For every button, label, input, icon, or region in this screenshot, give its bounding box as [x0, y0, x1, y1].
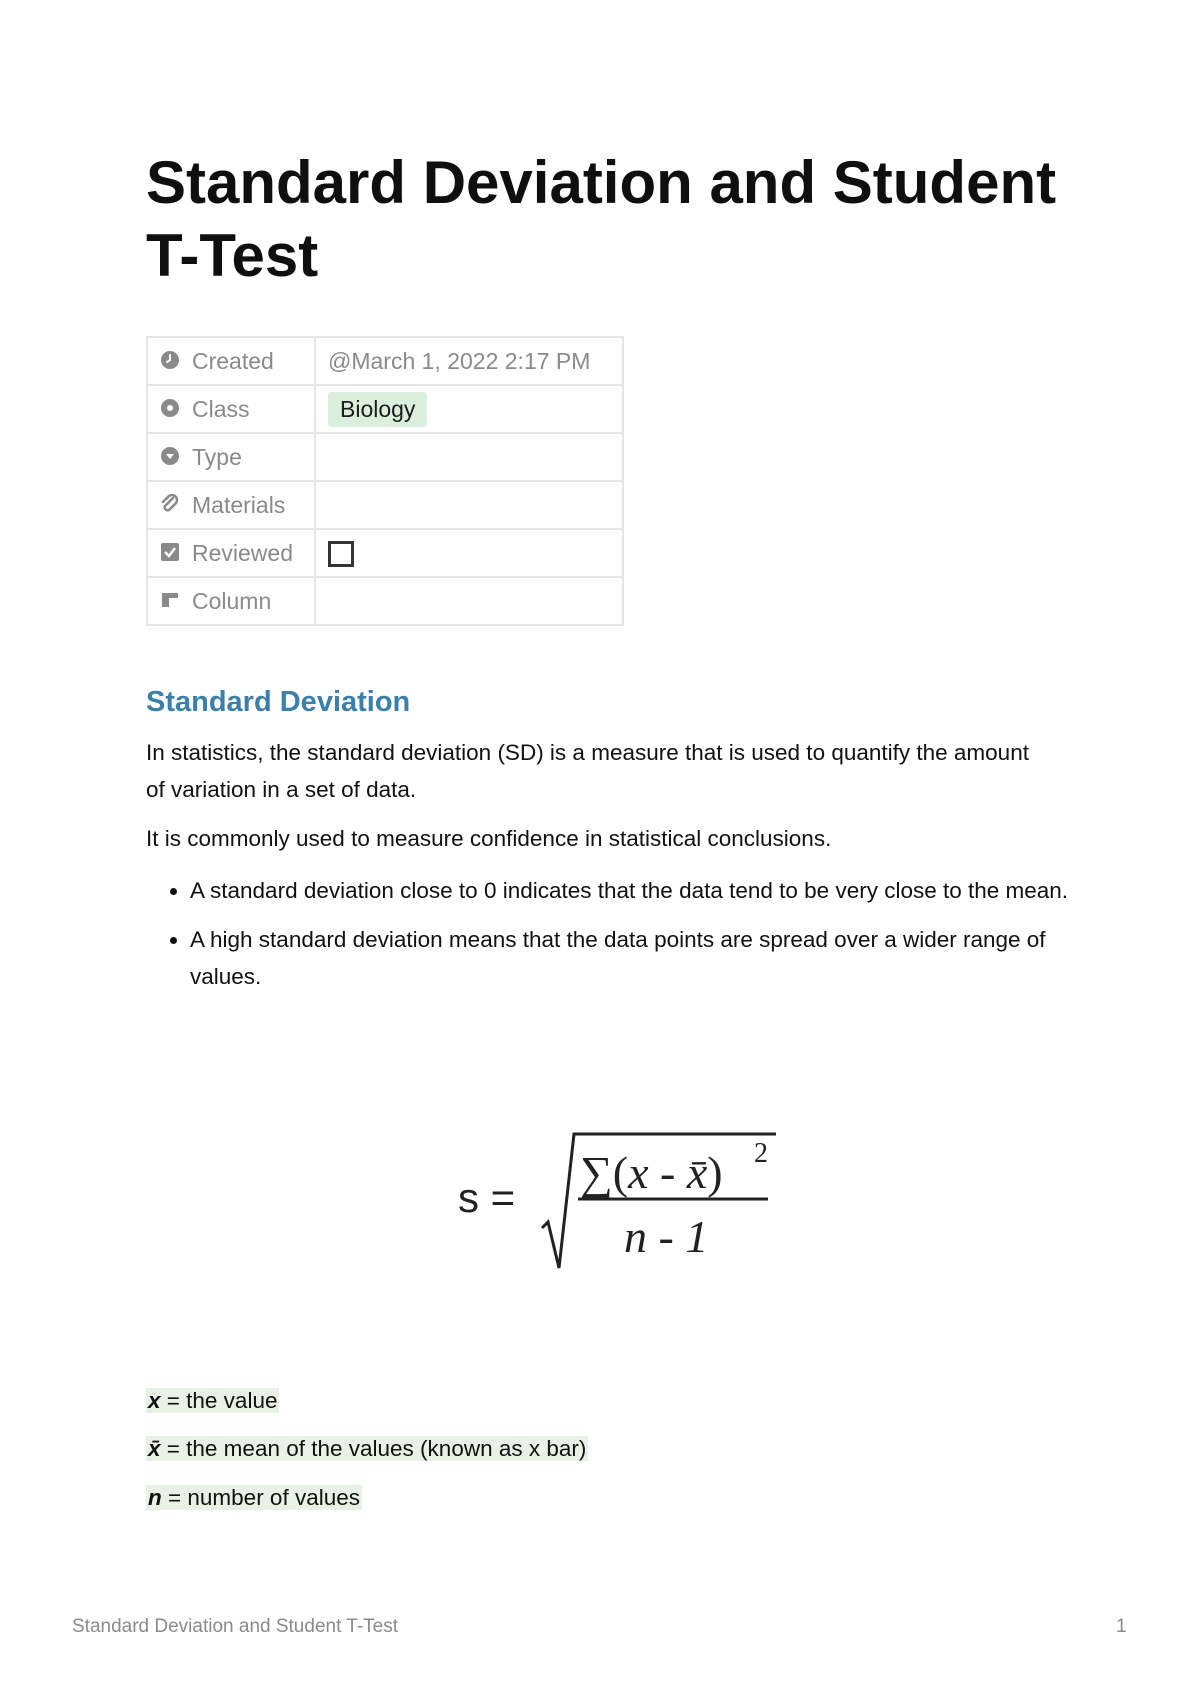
paragraph: In statistics, the standard deviation (SD) is a measure that is used to quantify the amount of variation in a set of data.	[146, 740, 1029, 802]
text-icon	[160, 590, 180, 610]
class-tag[interactable]: Biology	[328, 392, 427, 427]
definition-x	[146, 1388, 279, 1414]
property-label: Materials	[192, 491, 286, 518]
property-value-created[interactable]: @March 1, 2022 2:17 PM	[315, 337, 623, 385]
property-row-class	[147, 385, 623, 433]
page-title: Standard Deviation and Student T-Test	[146, 149, 1057, 289]
property-row-created	[147, 337, 623, 385]
property-label: Created	[192, 347, 274, 374]
page-number: 1	[1116, 1616, 1127, 1637]
property-label: Reviewed	[192, 539, 293, 566]
select-icon	[160, 398, 180, 418]
select-dropdown-icon	[160, 446, 180, 466]
definition-text: = the mean of the values (known as x bar)	[160, 1436, 587, 1461]
section-heading: Standard Deviation	[146, 686, 411, 718]
property-row-type	[147, 433, 623, 481]
property-value-column[interactable]	[315, 577, 623, 625]
properties-table	[146, 336, 624, 626]
formula-denominator: n - 1	[624, 1211, 709, 1262]
formula-exponent: 2	[754, 1138, 768, 1169]
definition-n	[146, 1485, 362, 1511]
definition-symbol: n	[148, 1485, 162, 1510]
definition-xbar	[146, 1436, 588, 1462]
standard-deviation-formula	[456, 1118, 796, 1278]
definition-text: = the value	[160, 1388, 278, 1413]
reviewed-checkbox[interactable]	[328, 541, 354, 567]
checkbox-icon	[160, 542, 180, 562]
footer-document-title: Standard Deviation and Student T-Test	[72, 1616, 399, 1637]
clock-icon	[160, 350, 180, 370]
formula-numerator: ∑(x - x̄)	[580, 1147, 723, 1198]
list-item: • A high standard deviation means that the data points are spread over a wider range of values.	[190, 921, 1090, 995]
definition-symbol: x	[148, 1388, 161, 1413]
property-label: Class	[192, 395, 250, 422]
formula-lhs: s =	[458, 1174, 516, 1221]
definition-symbol: x̄	[148, 1436, 161, 1461]
property-label: Type	[192, 443, 242, 470]
paperclip-icon	[160, 494, 180, 514]
list-item: • A standard deviation close to 0 indicates that the data tend to be very close to the mean.	[190, 872, 1090, 909]
definition-text: = number of values	[161, 1485, 360, 1510]
property-value-materials[interactable]	[315, 481, 623, 529]
property-value-type[interactable]	[315, 433, 623, 481]
bullet-list	[146, 872, 1090, 1007]
property-row-reviewed	[147, 529, 623, 577]
property-row-materials	[147, 481, 623, 529]
property-label: Column	[192, 587, 272, 614]
paragraph: It is commonly used to measure confidence in statistical conclusions.	[146, 826, 832, 851]
property-value-class[interactable]	[315, 385, 623, 433]
property-row-column	[147, 577, 623, 625]
